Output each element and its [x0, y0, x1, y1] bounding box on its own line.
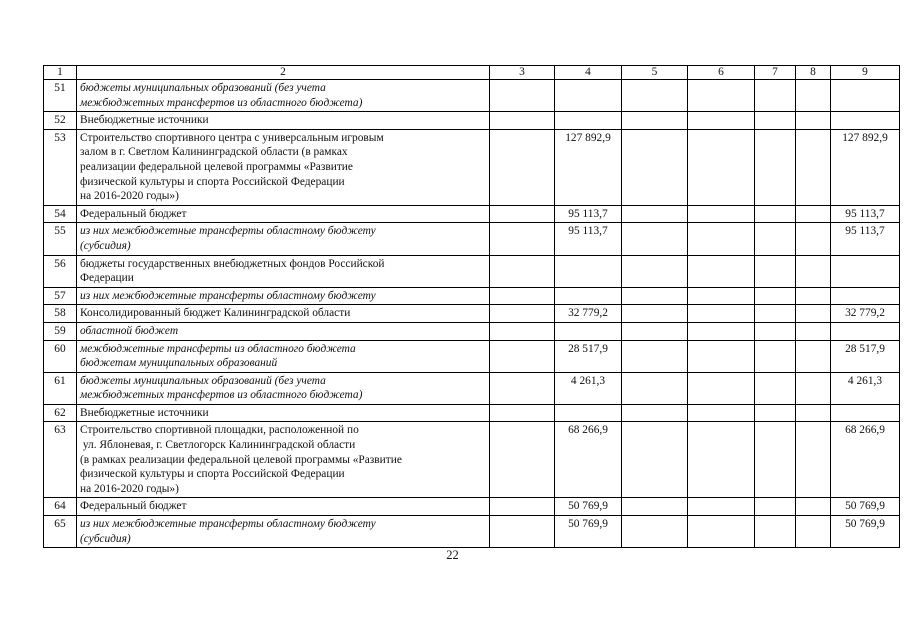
row-number: 65: [44, 516, 77, 548]
value-cell-c5: [622, 112, 688, 130]
table-row: [44, 223, 900, 255]
value-cell-c5: [622, 404, 688, 422]
table-row: [44, 205, 900, 223]
value-cell-c3: [490, 372, 555, 404]
value-cell-c6: [688, 498, 755, 516]
value-cell-c6: [688, 287, 755, 305]
value-cell-c9: 28 517,9: [831, 340, 900, 372]
row-number: 64: [44, 498, 77, 516]
value-cell-c5: [622, 372, 688, 404]
row-number: 53: [44, 129, 77, 205]
row-number: 57: [44, 287, 77, 305]
row-description: [77, 112, 490, 130]
table-row: [44, 422, 900, 498]
value-cell-c5: [622, 223, 688, 255]
value-cell-c8: [796, 422, 831, 498]
description-line: ул. Яблоневая, г. Светлогорск Калининградской области: [80, 439, 356, 452]
value-cell-c7: [755, 516, 796, 548]
description-line: межбюджетных трансфертов из областного бюджета): [80, 389, 363, 402]
row-description: [77, 305, 490, 323]
value-cell-c4: 95 113,7: [555, 205, 622, 223]
value-cell-c4: [555, 112, 622, 130]
description-line: на 2016-2020 годы»): [80, 190, 179, 203]
column-header: 5: [622, 66, 688, 80]
page-number: 22: [446, 548, 459, 562]
table-row: [44, 287, 900, 305]
table-row: [44, 255, 900, 287]
table-row: [44, 340, 900, 372]
description-line: из них межбюджетные трансферты областному бюджету: [80, 289, 376, 302]
description-line: Федеральный бюджет: [80, 207, 187, 220]
budget-table: [43, 65, 900, 548]
table-row: [44, 516, 900, 548]
value-cell-c8: [796, 223, 831, 255]
value-cell-c4: [555, 404, 622, 422]
row-number: 59: [44, 322, 77, 340]
value-cell-c7: [755, 372, 796, 404]
column-header: 6: [688, 66, 755, 80]
value-cell-c5: [622, 498, 688, 516]
row-description: [77, 422, 490, 498]
description-line: реализации федеральной целевой программы «Развитие: [80, 160, 353, 173]
row-number: 60: [44, 340, 77, 372]
description-line: Строительство спортивного центра с универсальным игровым: [80, 131, 384, 144]
value-cell-c6: [688, 129, 755, 205]
value-cell-c4: 32 779,2: [555, 305, 622, 323]
value-cell-c4: 4 261,3: [555, 372, 622, 404]
row-description: [77, 322, 490, 340]
value-cell-c6: [688, 305, 755, 323]
row-number: 62: [44, 404, 77, 422]
value-cell-c8: [796, 112, 831, 130]
value-cell-c7: [755, 205, 796, 223]
description-line: бюджеты государственных внебюджетных фондов Российской: [80, 257, 385, 270]
value-cell-c7: [755, 322, 796, 340]
value-cell-c3: [490, 422, 555, 498]
value-cell-c4: [555, 287, 622, 305]
value-cell-c6: [688, 205, 755, 223]
value-cell-c3: [490, 516, 555, 548]
value-cell-c7: [755, 80, 796, 112]
description-line: Внебюджетные источники: [80, 406, 209, 419]
value-cell-c4: [555, 255, 622, 287]
value-cell-c6: [688, 255, 755, 287]
table-row: [44, 80, 900, 112]
row-description: [77, 205, 490, 223]
row-number: 63: [44, 422, 77, 498]
row-description: [77, 287, 490, 305]
value-cell-c4: [555, 322, 622, 340]
description-line: Консолидированный бюджет Калининградской области: [80, 307, 351, 320]
description-line: Строительство спортивной площадки, расположенной по: [80, 424, 359, 437]
description-line: межбюджетных трансфертов из областного бюджета): [80, 96, 363, 109]
description-line: из них межбюджетные трансферты областному бюджету: [80, 518, 376, 531]
column-header: 4: [555, 66, 622, 80]
value-cell-c9: 127 892,9: [831, 129, 900, 205]
description-line: Внебюджетные источники: [80, 114, 209, 127]
value-cell-c3: [490, 205, 555, 223]
value-cell-c7: [755, 223, 796, 255]
row-number: 61: [44, 372, 77, 404]
description-line: из них межбюджетные трансферты областному бюджету: [80, 225, 376, 238]
value-cell-c4: 50 769,9: [555, 498, 622, 516]
description-line: залом в г. Светлом Калининградской области (в рамках: [80, 146, 348, 159]
table-row: [44, 498, 900, 516]
table-row: [44, 305, 900, 323]
value-cell-c3: [490, 322, 555, 340]
description-line: (субсидия): [80, 532, 131, 545]
value-cell-c8: [796, 372, 831, 404]
row-description: [77, 255, 490, 287]
value-cell-c5: [622, 255, 688, 287]
value-cell-c5: [622, 322, 688, 340]
value-cell-c5: [622, 80, 688, 112]
description-line: бюджетам муниципальных образований: [80, 357, 278, 370]
row-number: 52: [44, 112, 77, 130]
value-cell-c9: [831, 322, 900, 340]
description-line: Федерации: [80, 272, 134, 285]
value-cell-c3: [490, 404, 555, 422]
value-cell-c3: [490, 255, 555, 287]
description-line: бюджеты муниципальных образований (без учета: [80, 374, 326, 387]
description-line: Федеральный бюджет: [80, 500, 187, 513]
description-line: физической культуры и спорта Российской Федерации: [80, 175, 345, 188]
value-cell-c9: 95 113,7: [831, 205, 900, 223]
column-header: 8: [796, 66, 831, 80]
value-cell-c8: [796, 129, 831, 205]
value-cell-c5: [622, 205, 688, 223]
value-cell-c8: [796, 205, 831, 223]
value-cell-c6: [688, 404, 755, 422]
value-cell-c8: [796, 255, 831, 287]
description-line: (субсидия): [80, 239, 131, 252]
value-cell-c4: 50 769,9: [555, 516, 622, 548]
value-cell-c3: [490, 223, 555, 255]
value-cell-c3: [490, 287, 555, 305]
table-row: [44, 404, 900, 422]
value-cell-c5: [622, 287, 688, 305]
value-cell-c8: [796, 305, 831, 323]
value-cell-c4: 95 113,7: [555, 223, 622, 255]
value-cell-c3: [490, 305, 555, 323]
column-header: 2: [77, 66, 490, 80]
value-cell-c6: [688, 112, 755, 130]
description-line: физической культуры и спорта Российской Федерации: [80, 468, 345, 481]
value-cell-c3: [490, 498, 555, 516]
value-cell-c6: [688, 422, 755, 498]
value-cell-c3: [490, 129, 555, 205]
value-cell-c9: 50 769,9: [831, 516, 900, 548]
value-cell-c6: [688, 80, 755, 112]
value-cell-c7: [755, 287, 796, 305]
value-cell-c9: 50 769,9: [831, 498, 900, 516]
row-description: [77, 498, 490, 516]
column-number-header-row: [44, 66, 900, 80]
value-cell-c9: 4 261,3: [831, 372, 900, 404]
value-cell-c5: [622, 422, 688, 498]
row-number: 51: [44, 80, 77, 112]
row-description: [77, 372, 490, 404]
table-row: [44, 129, 900, 205]
description-line: бюджеты муниципальных образований (без учета: [80, 82, 326, 94]
row-description: [77, 80, 490, 112]
value-cell-c9: [831, 404, 900, 422]
value-cell-c3: [490, 112, 555, 130]
value-cell-c7: [755, 112, 796, 130]
value-cell-c6: [688, 516, 755, 548]
column-header: 7: [755, 66, 796, 80]
value-cell-c8: [796, 516, 831, 548]
value-cell-c7: [755, 340, 796, 372]
value-cell-c9: [831, 287, 900, 305]
table-row: [44, 112, 900, 130]
table-row: [44, 372, 900, 404]
value-cell-c6: [688, 340, 755, 372]
value-cell-c6: [688, 322, 755, 340]
column-header: 9: [831, 66, 900, 80]
value-cell-c7: [755, 305, 796, 323]
row-number: 56: [44, 255, 77, 287]
value-cell-c8: [796, 404, 831, 422]
row-number: 58: [44, 305, 77, 323]
table-body: [44, 66, 900, 548]
row-number: 55: [44, 223, 77, 255]
column-header: 1: [44, 66, 77, 80]
value-cell-c9: [831, 255, 900, 287]
value-cell-c5: [622, 340, 688, 372]
value-cell-c9: [831, 112, 900, 130]
value-cell-c4: [555, 80, 622, 112]
value-cell-c5: [622, 129, 688, 205]
value-cell-c3: [490, 80, 555, 112]
value-cell-c9: 95 113,7: [831, 223, 900, 255]
value-cell-c4: 127 892,9: [555, 129, 622, 205]
row-number: 54: [44, 205, 77, 223]
value-cell-c7: [755, 498, 796, 516]
value-cell-c7: [755, 404, 796, 422]
value-cell-c8: [796, 322, 831, 340]
row-description: [77, 223, 490, 255]
value-cell-c4: 28 517,9: [555, 340, 622, 372]
description-line: межбюджетные трансферты из областного бюджета: [80, 342, 356, 355]
value-cell-c8: [796, 498, 831, 516]
row-description: [77, 129, 490, 205]
row-description: [77, 516, 490, 548]
value-cell-c6: [688, 223, 755, 255]
value-cell-c8: [796, 340, 831, 372]
row-description: [77, 340, 490, 372]
row-description: [77, 404, 490, 422]
column-header: 3: [490, 66, 555, 80]
value-cell-c5: [622, 305, 688, 323]
value-cell-c7: [755, 422, 796, 498]
value-cell-c8: [796, 287, 831, 305]
value-cell-c3: [490, 340, 555, 372]
value-cell-c9: 32 779,2: [831, 305, 900, 323]
value-cell-c9: [831, 80, 900, 112]
value-cell-c5: [622, 516, 688, 548]
value-cell-c8: [796, 80, 831, 112]
value-cell-c4: 68 266,9: [555, 422, 622, 498]
description-line: областной бюджет: [80, 324, 179, 337]
description-line: на 2016-2020 годы»): [80, 482, 179, 495]
value-cell-c7: [755, 129, 796, 205]
description-line: (в рамках реализации федеральной целевой программы «Развитие: [80, 453, 402, 466]
value-cell-c9: 68 266,9: [831, 422, 900, 498]
value-cell-c7: [755, 255, 796, 287]
value-cell-c6: [688, 372, 755, 404]
table-row: [44, 322, 900, 340]
